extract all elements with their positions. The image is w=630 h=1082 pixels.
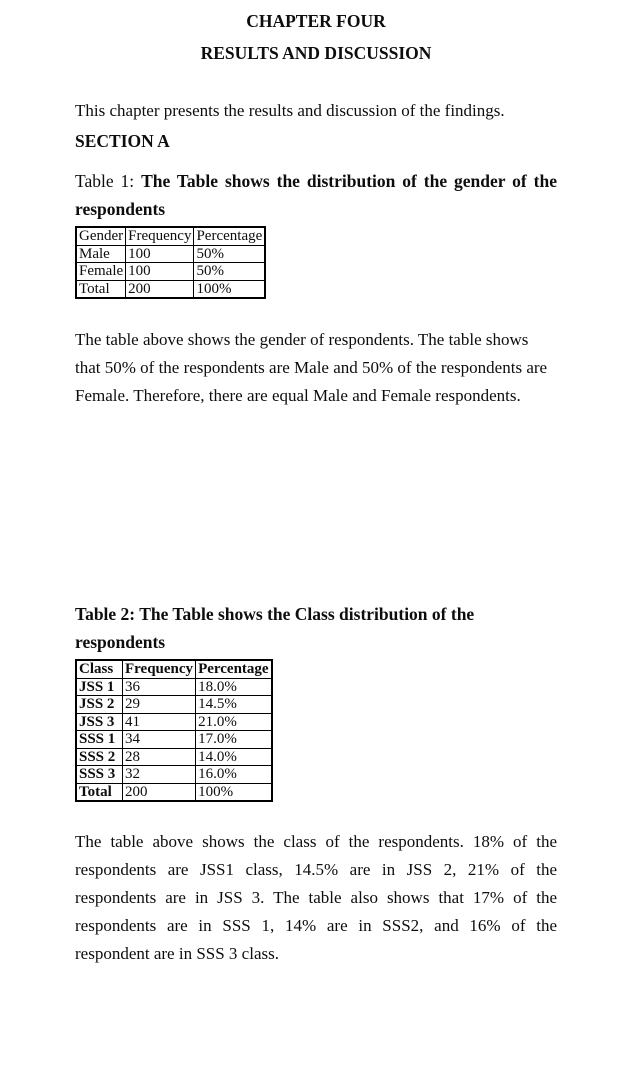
table-cell: 50%	[194, 245, 265, 263]
table-row	[76, 783, 272, 801]
table-cell: 17.0%	[196, 731, 272, 749]
table-row	[76, 263, 265, 281]
table-cell: 18.0%	[196, 678, 272, 696]
table-cell: 36	[123, 678, 196, 696]
column-header: Frequency	[126, 227, 194, 245]
column-header: Class	[76, 660, 123, 678]
table-cell: 200	[126, 280, 194, 298]
table-cell: 14.5%	[196, 696, 272, 714]
table-row	[76, 731, 272, 749]
row-label-cell: Total	[76, 280, 126, 298]
table-cell: 50%	[194, 263, 265, 281]
table2-caption: Table 2: The Table shows the Class distribution of the respondents	[75, 604, 475, 652]
table-cell: 14.0%	[196, 748, 272, 766]
table1-caption-text: The Table shows the distribution of the gender of the respondents	[75, 171, 557, 219]
table-header-row	[76, 660, 272, 678]
table-cell: 32	[123, 766, 196, 784]
table1-discussion: The table above shows the gender of respondents. The table shows that 50% of the respondents are Male and 50% of the respondents are Female. Therefore, there are equal Male and Female respondents.	[75, 330, 548, 405]
table-cell: 21.0%	[196, 713, 272, 731]
table-cell: 100%	[196, 783, 272, 801]
table-row	[76, 245, 265, 263]
table1-caption	[75, 167, 557, 223]
row-label-cell: Male	[76, 245, 126, 263]
table-cell: 100	[126, 263, 194, 281]
table-row	[76, 678, 272, 696]
table-row	[76, 696, 272, 714]
table2-discussion: The table above shows the class of the respondents. 18% of the respondents are JSS1 class, 14.5% are in JSS 2, 21% of the respondents are in JSS 3. The table also shows that 17% of the respondents are in SSS 1, 14% are in SSS2, and 16% of the respondent are in SSS 3 class.	[75, 832, 557, 963]
column-header: Gender	[76, 227, 126, 245]
row-label-cell: JSS 2	[76, 696, 123, 714]
row-label-cell: JSS 3	[76, 713, 123, 731]
row-label-cell: Female	[76, 263, 126, 281]
intro-paragraph: This chapter presents the results and discussion of the findings.	[75, 101, 505, 120]
table-row	[76, 766, 272, 784]
table-row	[76, 748, 272, 766]
row-label-cell: Total	[76, 783, 123, 801]
table-cell: 29	[123, 696, 196, 714]
row-label-cell: SSS 2	[76, 748, 123, 766]
chapter-subtitle: RESULTS AND DISCUSSION	[200, 43, 432, 63]
gender-distribution-table	[75, 226, 266, 299]
table-cell: 100%	[194, 280, 265, 298]
column-header: Frequency	[123, 660, 196, 678]
table-row	[76, 713, 272, 731]
table-cell: 28	[123, 748, 196, 766]
row-label-cell: SSS 3	[76, 766, 123, 784]
row-label-cell: JSS 1	[76, 678, 123, 696]
row-label-cell: SSS 1	[76, 731, 123, 749]
table-cell: 16.0%	[196, 766, 272, 784]
chapter-title: CHAPTER FOUR	[246, 11, 386, 31]
table1-caption-label: Table 1:	[75, 171, 142, 191]
table-cell: 200	[123, 783, 196, 801]
column-header: Percentage	[194, 227, 265, 245]
table-cell: 41	[123, 713, 196, 731]
class-distribution-table	[75, 659, 273, 802]
table-cell: 100	[126, 245, 194, 263]
section-a-heading: SECTION A	[75, 131, 170, 151]
table-row	[76, 280, 265, 298]
column-header: Percentage	[196, 660, 272, 678]
table-header-row	[76, 227, 265, 245]
table-cell: 34	[123, 731, 196, 749]
